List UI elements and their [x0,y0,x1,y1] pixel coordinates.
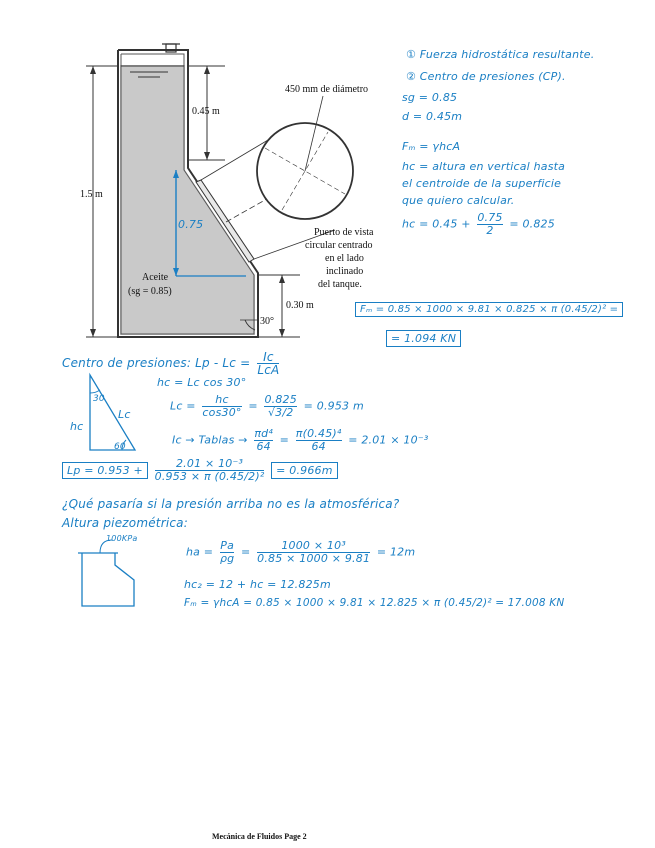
port-caption-5: del tanque. [318,279,362,290]
sg-value: sg = 0.85 [402,91,458,104]
page-footer: Mecánica de Fluidos Page 2 [212,832,307,841]
tri-60: 60 [114,442,126,452]
port-caption-4: inclinado [326,266,364,277]
hc-def-1: hc = altura en vertical hasta [402,160,566,173]
piezometric-title: Altura piezométrica: [62,516,188,530]
fr-result: = 1.094 KN [386,330,461,347]
port-caption-2: circular centrado [305,240,373,251]
inclined-length-label: 0.75 [178,218,204,231]
lp-calc: Lp = 0.953 + $\frac{\text{2.01 × 10⁻³}}{\text{0.953 × π (0.45/2)²}}$ = 0.966m [62,458,338,483]
diameter-label: 450 mm de diámetro [285,84,369,95]
hc-relation: hc = Lc cos 30° [157,376,247,389]
total-height-label: 1.5 m [80,189,103,200]
port-caption-3: en el lado [325,253,364,264]
hc2-calc: hc₂ = 12 + hc = 12.825m [184,578,331,591]
depth-top-label: 0.45 m [192,106,220,117]
question: ¿Qué pasaría si la presión arriba no es la atmosférica? [62,497,400,511]
ha-calc: ha = $\frac{Pa}{\rho g}$ = $\frac{\text{1000 × 10³}}{0.85 \times 1000 \times 9.81}$ = 12m [186,539,416,565]
hc-def-2: el centroide de la superficie [402,177,562,190]
tri-30: 30 [93,394,105,404]
port-caption-1: Puerto de vista [314,227,374,238]
goal-2: ② Centro de presiones (CP). [406,70,566,83]
oil-name: Aceite [142,272,169,283]
d-value: d = 0.45m [402,110,463,123]
fr-calc: Fₘ = 0.85 × 1000 × 9.81 × 0.825 × π (0.45/2)² = [355,302,623,317]
cp-heading: Centro de presiones: Lp - Lc = $\frac{Ic}{\text{LcA}}$ [62,350,280,377]
ic-calc: Ic → Tablas → $\frac{\text{πd⁴}}{64}$ = $\frac{\text{π(0.45)⁴}}{64}$ = 2.01 × 10⁻³ [172,427,429,453]
lc-calc: Lc = $\frac{hc}{\cos 30^\circ}$ = $\frac{0.825}{√3/2}$ = 0.953 m [170,393,364,419]
goal-1: ① Fuerza hidrostática resultante. [406,48,595,61]
angle-label: 30° [260,316,274,327]
tank-pressure-label: 100KPa [106,534,138,543]
bottom-height-label: 0.30 m [286,300,314,311]
fr2-calc: Fₘ = γhcA = 0.85 × 1000 × 9.81 × 12.825 × π (0.45/2)² = 17.008 KN [184,597,565,609]
hc-def-3: que quiero calcular. [402,194,515,207]
tank-sketch [82,553,134,606]
tri-lc: Lc [118,408,131,421]
tri-hc: hc [70,420,84,433]
hc-calc: hc = 0.45 + $\frac{0.75}{2}$ = 0.825 [402,211,555,237]
oil-sg: (sg = 0.85) [128,286,172,297]
fr-formula: Fₘ = γhᴄA [402,140,461,153]
